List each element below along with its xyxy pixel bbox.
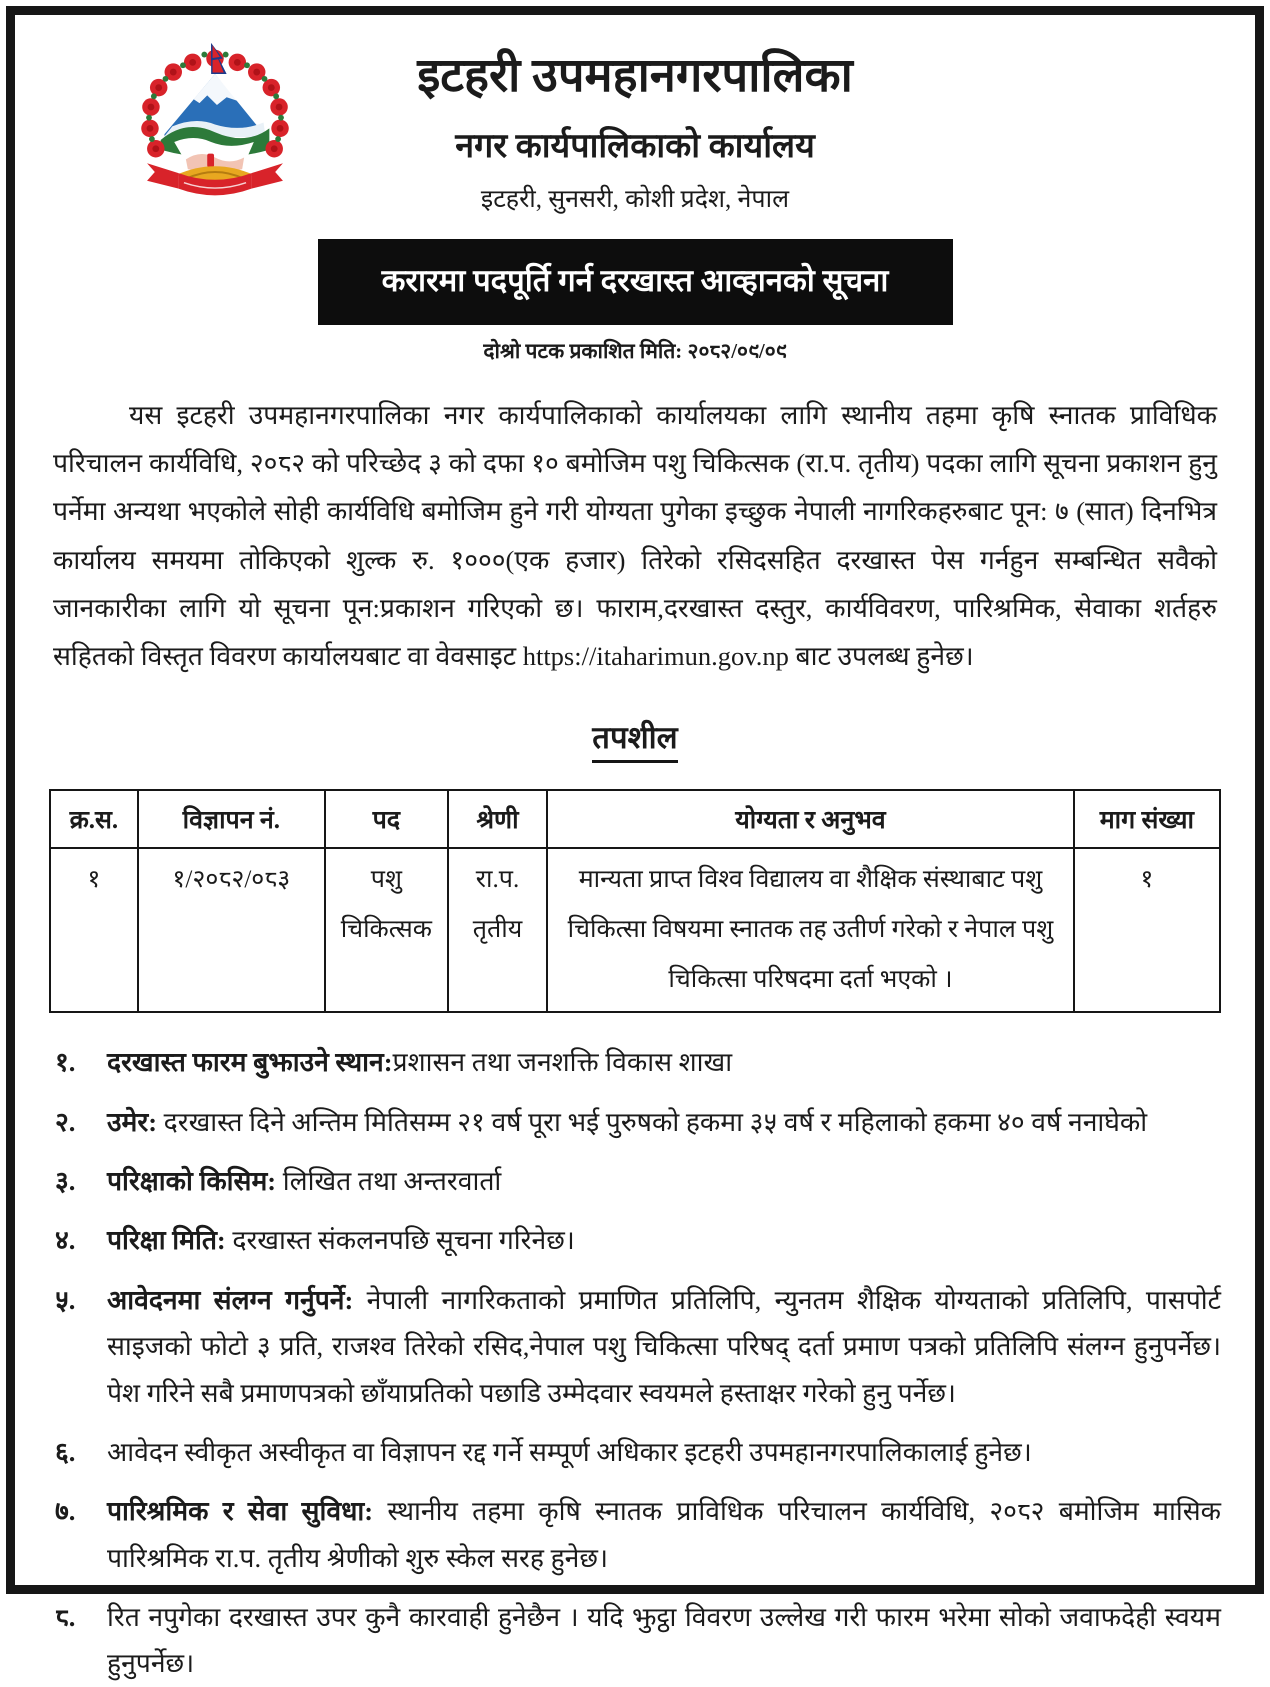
- item-label: परिक्षा मिति:: [107, 1225, 226, 1256]
- cell-grade: रा.प. तृतीय: [448, 848, 547, 1012]
- item-label: दरखास्त फारम बुझाउने स्थान:: [107, 1047, 393, 1078]
- item-number: १.: [55, 1047, 76, 1078]
- cell-advert-no: १/२०८२/०८३: [138, 848, 325, 1012]
- item-text: दरखास्त संकलनपछि सूचना गरिनेछ।: [225, 1225, 575, 1256]
- page-title: इटहरी उपमहानगरपालिका: [417, 50, 853, 102]
- intro-paragraph: यस इटहरी उपमहानगरपालिका नगर कार्यपालिकाको कार्यालयका लागि स्थानीय तहमा कृषि स्नातक प्राविधिक परिचालन कार्यविधि, २०८२ को परिच्छेद ३ को दफा १० बमोजिम पशु चिकित्सक (रा.प. तृतीय) पदका लागि सूचना प्रकाशन हुनु पर्नेमा अन्यथा भएकोले सोही कार्यविधि बमोजिम हुने गरी योग्यता पुगेका इच्छुक नेपाली नागरिकहरुबाट पून: ७ (सात) दिनभित्र कार्यालय समयमा तोकिएको शुल्क रु. १०००(एक हजार) तिरेको रसिदसहित दरखास्त पेस गर्नहुन सम्बन्धित सवैको जानकारीका लागि यो सूचना पून:प्रकाशन गरिएको छ। फाराम,दरखास्त दस्तुर, कार्यविवरण, पारिश्रमिक, सेवाका शर्तहरु सहितको विस्तृत विवरण कार्यालयबाट वा वेवसाइट https://itaharimun.gov.np बाट उपलब्ध हुनेछ।: [53, 400, 1217, 672]
- item-number: ४.: [55, 1225, 76, 1256]
- list-item: [49, 1039, 1221, 1085]
- table-row: [50, 848, 1220, 1012]
- cell-serial-no: १: [50, 848, 138, 1012]
- conditions-list: [49, 1039, 1221, 1687]
- item-text: आवेदन स्वीकृत अस्वीकृत वा विज्ञापन रद्द गर्ने सम्पूर्ण अधिकार इटहरी उपमहानगरपालिकालाई हुनेछ।: [107, 1436, 1032, 1467]
- col-grade: श्रेणी: [448, 790, 547, 848]
- col-qualification: योग्यता र अनुभव: [547, 790, 1074, 848]
- address-line: इटहरी, सुनसरी, कोशी प्रदेश, नेपाल: [480, 186, 790, 213]
- item-number: ३.: [55, 1166, 76, 1197]
- notice-title-banner: करारमा पदपूर्ति गर्न दरखास्त आव्हानको सूचना: [318, 239, 953, 325]
- item-number: ७.: [55, 1496, 76, 1527]
- item-label: आवेदनमा संलग्न गर्नुपर्ने:: [107, 1284, 354, 1315]
- cell-qualification: मान्यता प्राप्त विश्व विद्यालय वा शैक्षिक संस्थाबाट पशु चिकित्सा विषयमा स्नातक तह उतीर्ण गरेको र नेपाल पशु चिकित्सा परिषदमा दर्ता भएको ।: [547, 848, 1074, 1012]
- table-header-row: [50, 790, 1220, 848]
- list-item: [49, 1429, 1221, 1475]
- col-demand-count: माग संख्या: [1074, 790, 1220, 848]
- item-number: ८.: [55, 1602, 76, 1633]
- nepal-emblem-icon: [115, 41, 315, 206]
- list-item: [49, 1158, 1221, 1204]
- col-post: पद: [325, 790, 448, 848]
- list-item: [49, 1594, 1221, 1687]
- document-header: [49, 41, 1221, 365]
- item-text: लिखित तथा अन्तरवार्ता: [276, 1166, 502, 1197]
- item-number: ५.: [55, 1284, 76, 1315]
- col-advert-no: विज्ञापन नं.: [138, 790, 325, 848]
- cell-demand-count: १: [1074, 848, 1220, 1012]
- cell-post: पशु चिकित्सक: [325, 848, 448, 1012]
- item-number: ६.: [55, 1436, 76, 1467]
- col-serial-no: क्र.स.: [50, 790, 138, 848]
- details-heading-wrap: [49, 716, 1221, 763]
- list-item: [49, 1099, 1221, 1145]
- item-text: रित नपुगेका दरखास्त उपर कुनै कारवाही हुनेछैन । यदि झुट्ठा विवरण उल्लेख गरी फारम भरेमा सोको जवाफदेही स्वयम हुनुपर्नेछ।: [107, 1602, 1221, 1679]
- office-subtitle: नगर कार्यपालिकाको कार्यालय: [455, 128, 815, 165]
- details-heading: तपशील: [592, 716, 677, 763]
- item-text: दरखास्त दिने अन्तिम मितिसम्म २१ वर्ष पूरा भई पुरुषको हकमा ३५ वर्ष र महिलाको हकमा ४० वर्ष ननाघेको: [157, 1106, 1148, 1137]
- item-label: उमेर:: [107, 1106, 158, 1137]
- list-item: [49, 1488, 1221, 1581]
- item-text: प्रशासन तथा जनशक्ति विकास शाखा: [392, 1047, 733, 1078]
- vacancy-table: [49, 789, 1221, 1013]
- item-number: २.: [55, 1106, 76, 1137]
- nepal-emblem-logo: [115, 41, 315, 206]
- list-item: [49, 1217, 1221, 1263]
- document-border: [6, 6, 1264, 1679]
- item-label: परिक्षाको किसिम:: [107, 1166, 277, 1197]
- published-date-line: दोश्रो पटक प्रकाशित मिति: २०८२/०९/०९: [483, 339, 787, 363]
- item-text: नेपाली नागरिकताको प्रमाणित प्रतिलिपि, न्युनतम शैक्षिक योग्यताको प्रतिलिपि, पासपोर्ट साइजको फोटो ३ प्रति, राजश्व तिरेको रसिद,नेपाल पशु चिकित्सा परिषद् दर्ता प्रमाण पत्रको प्रतिलिपि संलग्न हुनुपर्नेछ। पेश गरिने सबै प्रमाणपत्रको छाँयाप्रतिको पछाडि उम्मेदवार स्वयमले हस्ताक्षर गरेको हुनु पर्नेछ।: [107, 1284, 1221, 1408]
- list-item: [49, 1277, 1221, 1416]
- item-label: पारिश्रमिक र सेवा सुविधा:: [107, 1496, 374, 1527]
- item-text: स्थानीय तहमा कृषि स्नातक प्राविधिक परिचालन कार्यविधि, २०८२ बमोजिम मासिक पारिश्रमिक रा.प. तृतीय श्रेणीको शुरु स्केल सरह हुनेछ।: [107, 1496, 1222, 1573]
